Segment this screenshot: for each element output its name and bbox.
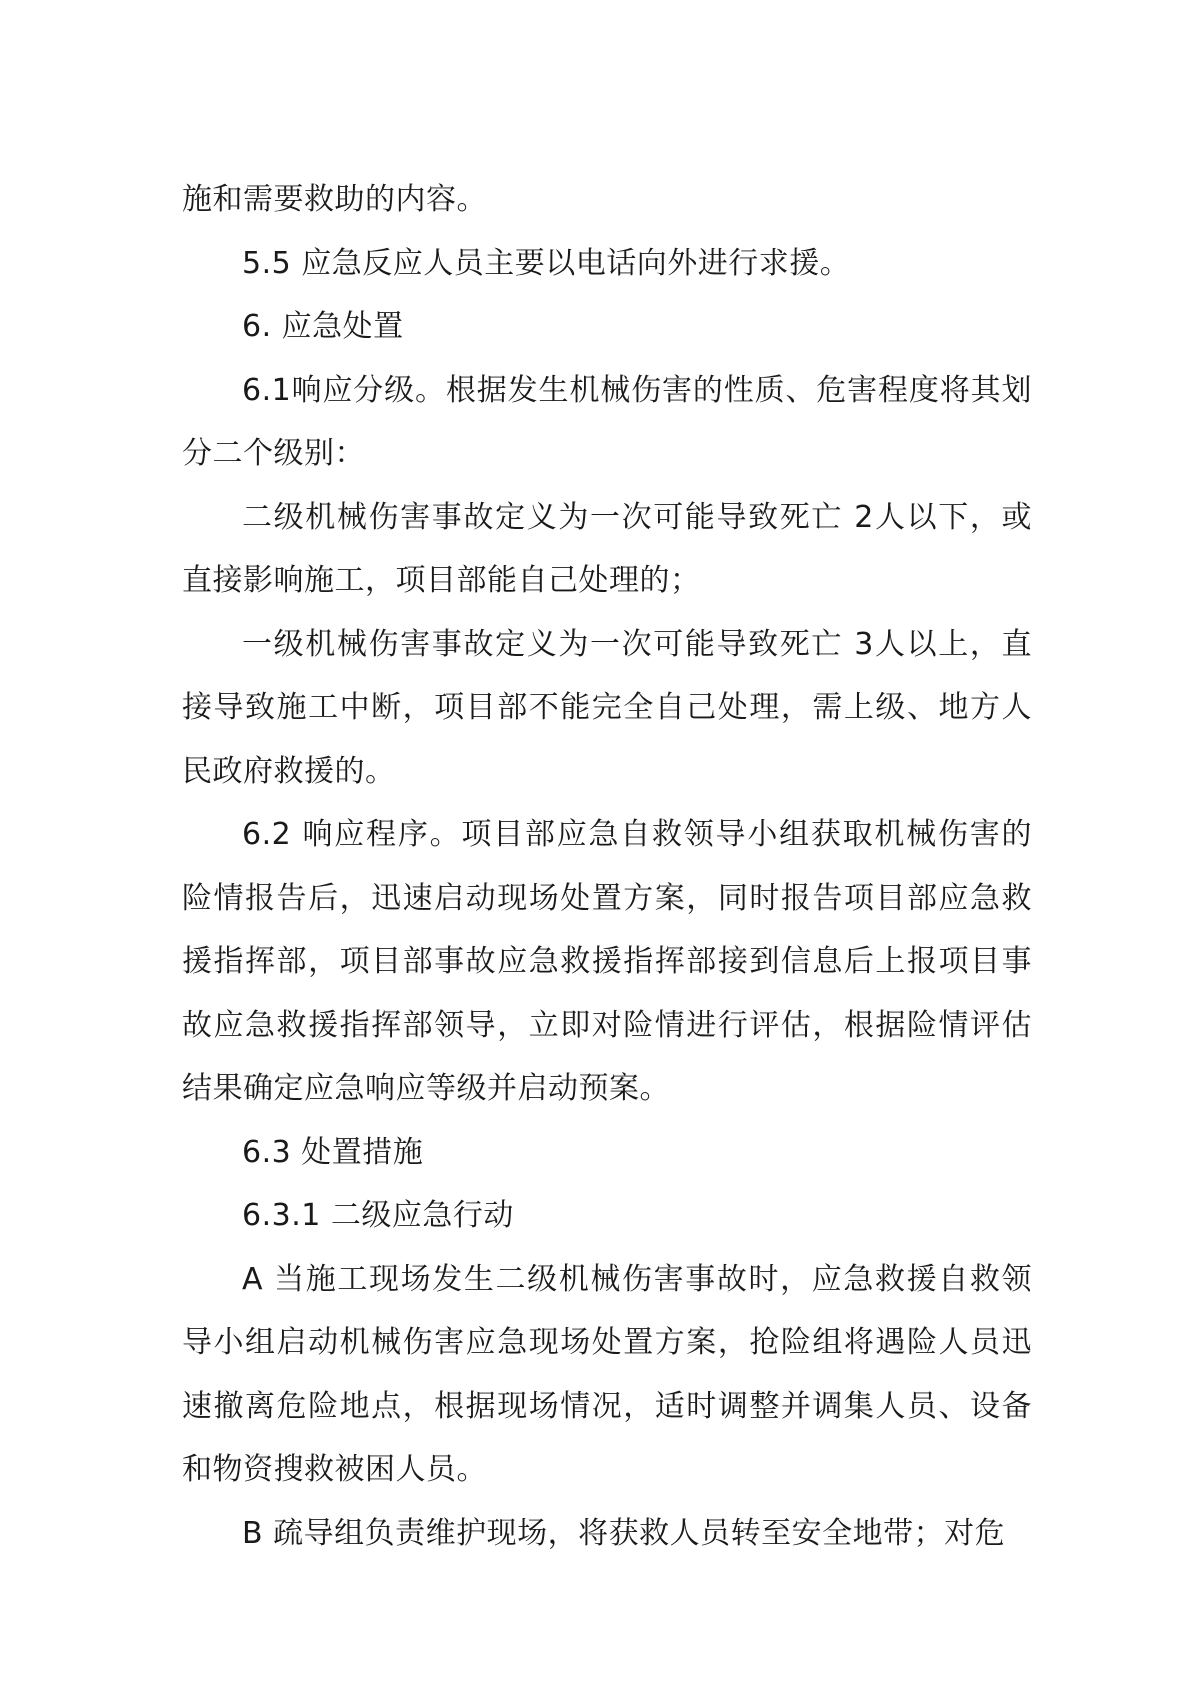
section-heading-6-3: 6.3 处置措施 [242,1134,424,1170]
paragraph-level-2-definition: 二级机械伤害事故定义为一次可能导致死亡 2人以下，或直接影响施工，项目部能自己处理的； [182,499,1032,598]
document-body [182,168,1032,1565]
section-heading-6-3-1: 6.3.1 二级应急行动 [242,1198,514,1233]
paragraph-6-1: 6.1响应分级。根据发生机械伤害的性质、危害程度将其划分二个级别： [182,372,1032,471]
paragraph-1: 施和需要救助的内容。 [182,182,487,217]
paragraph-item-a: A 当施工现场发生二级机械伤害事故时，应急救援自救领导小组启动机械伤害应急现场处置方案，抢险组将遇险人员迅速撤离危险地点，根据现场情况，适时调整并调集人员、设备和物资搜救被困人员。 [182,1261,1032,1487]
paragraph-item-b: B 疏导组负责维护现场，将获救人员转至安全地带；对危 [242,1515,1006,1551]
paragraph-6-2: 6.2 响应程序。项目部应急自救领导小组获取机械伤害的险情报告后，迅速启动现场处置方案，同时报告项目部应急救援指挥部，项目部事故应急救援指挥部接到信息后上报项目事故应急救援指挥部领导，立即对险情进行评估，根据险情评估结果确定应急响应等级并启动预案。 [182,817,1032,1106]
paragraph-2: 5.5 应急反应人员主要以电话向外进行求援。 [242,245,851,281]
paragraph-level-1-definition: 一级机械伤害事故定义为一次可能导致死亡 3人以上，直接导致施工中断，项目部不能完全自己处理，需上级、地方人民政府救援的。 [182,626,1032,789]
section-heading-6: 6. 应急处置 [242,309,404,344]
